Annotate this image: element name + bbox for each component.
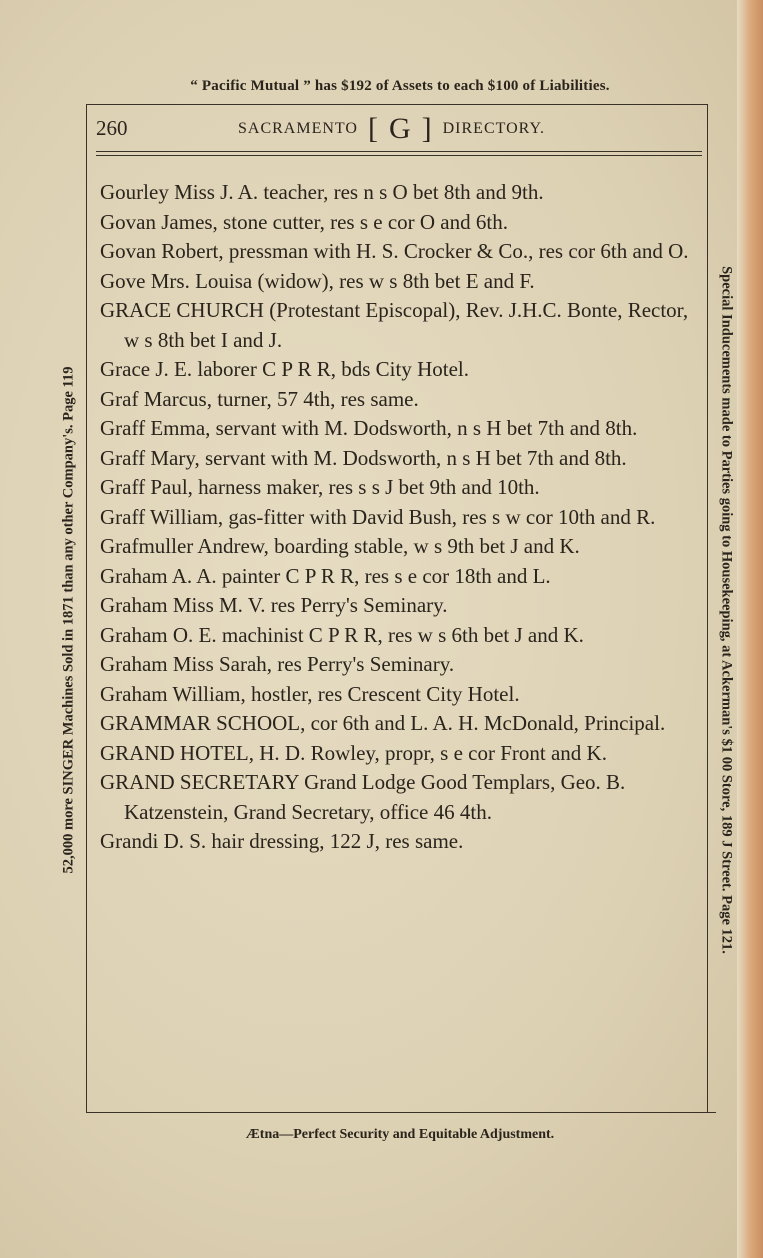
running-header xyxy=(238,112,545,146)
header-bracket-open: [ xyxy=(367,112,379,145)
directory-entry: GRAMMAR SCHOOL, cor 6th and L. A. H. McDonald, Principal. xyxy=(100,711,666,735)
directory-entry: Govan James, stone cutter, res s e cor O and 6th. xyxy=(100,209,508,234)
page-number: 260 xyxy=(96,116,128,140)
directory-entry: Graff Paul, harness maker, res s s J bet 9th and 10th. xyxy=(100,475,540,499)
top-advertisement: “ Pacific Mutual ” has $192 of Assets to each $100 of Liabilities. xyxy=(190,78,610,94)
directory-entry: Graham A. A. painter C P R R, res s e cor 18th and L. xyxy=(100,563,551,588)
directory-entry: GRAND SECRETARY Grand Lodge Good Templars, Geo. B. Katzenstein, Grand Secretary, office 46 4th. xyxy=(100,770,626,824)
header-city: SACRAMENTO xyxy=(238,120,358,137)
directory-entry: Govan Robert, pressman with H. S. Crocker & Co., res cor 6th and O. xyxy=(100,239,689,263)
directory-entry: Graf Marcus, turner, 57 4th, res same. xyxy=(100,386,419,411)
header-directory: DIRECTORY. xyxy=(442,120,545,137)
left-margin-text: 52,000 more SINGER Machines Sold in 1871 than any other Company's. Page 119 xyxy=(60,366,77,874)
header-bracket-close: ] xyxy=(421,112,433,145)
directory-entry: Graham William, hostler, res Crescent City Hotel. xyxy=(100,681,520,706)
header-letter: G xyxy=(388,112,412,145)
directory-entry: Grandi D. S. hair dressing, 122 J, res same. xyxy=(100,829,464,853)
header-rule-second xyxy=(96,155,702,156)
directory-entry: Grafmuller Andrew, boarding stable, w s 9th bet J and K. xyxy=(100,534,580,558)
directory-entry: Graham O. E. machinist C P R R, res w s 6th bet J and K. xyxy=(100,622,584,647)
frame-bottom-rule xyxy=(86,1112,716,1113)
directory-entry: Graham Miss M. V. res Perry's Seminary. xyxy=(100,593,448,617)
directory-entry: Gove Mrs. Louisa (widow), res w s 8th bet E and F. xyxy=(100,268,535,293)
directory-entry: GRAND HOTEL, H. D. Rowley, propr, s e cor Front and K. xyxy=(100,740,607,765)
directory-entries xyxy=(100,178,700,857)
directory-entry: Graff Mary, servant with M. Dodsworth, n s H bet 7th and 8th. xyxy=(100,445,627,470)
directory-entry: Graham Miss Sarah, res Perry's Seminary. xyxy=(100,652,455,676)
left-margin-advertisement xyxy=(54,0,84,1258)
directory-entry: Graff William, gas-fitter with David Bush, res s w cor 10th and R. xyxy=(100,504,656,529)
page-edge xyxy=(737,0,763,1258)
right-margin-text: Special Inducements made to Parties going to Housekeeping, at Ackerman's $1 00 Store, 189 J Street. Page 121. xyxy=(718,266,735,954)
directory-entry: Grace J. E. laborer C P R R, bds City Hotel. xyxy=(100,357,470,381)
header-rule xyxy=(96,151,702,152)
directory-entry: GRACE CHURCH (Protestant Episcopal), Rev. J.H.C. Bonte, Rector, w s 8th bet I and J. xyxy=(100,298,689,352)
bottom-advertisement: Ætna—Perfect Security and Equitable Adjustment. xyxy=(245,1127,555,1142)
right-margin-advertisement xyxy=(713,0,739,1258)
directory-entry: Graff Emma, servant with M. Dodsworth, n s H bet 7th and 8th. xyxy=(100,416,638,440)
directory-entry: Gourley Miss J. A. teacher, res n s O bet 8th and 9th. xyxy=(100,180,544,204)
